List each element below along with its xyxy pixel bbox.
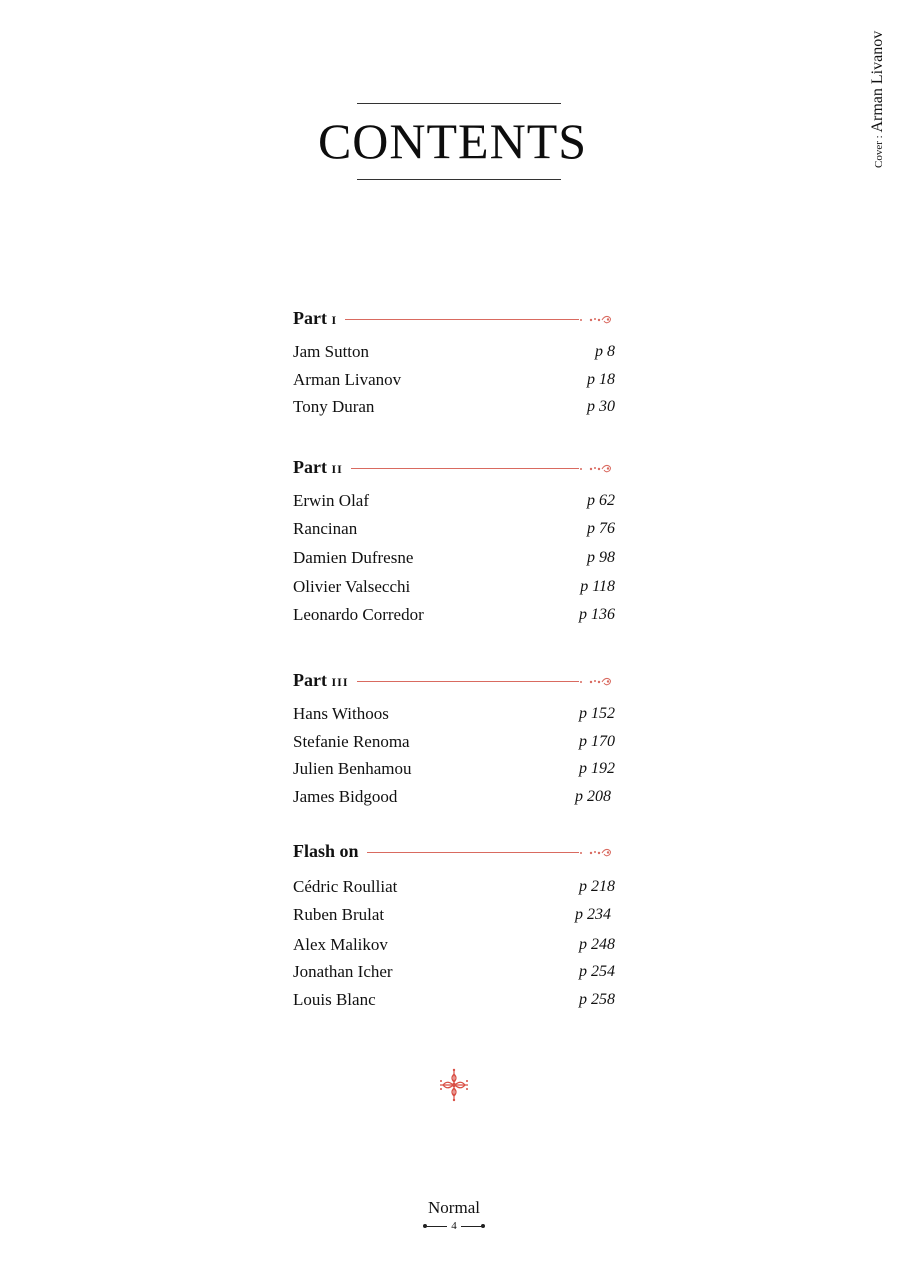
- entry-page: p 62: [587, 492, 615, 509]
- entry-name: Ruben Brulat: [293, 904, 385, 924]
- entry-name: Cédric Roulliat: [293, 877, 398, 896]
- entry-name: James Bidgood: [293, 786, 398, 806]
- toc-entry[interactable]: [293, 986, 615, 1014]
- entry-name: Alex Malikov: [293, 934, 388, 954]
- entry-page: p 192: [579, 760, 615, 777]
- section-title-numeral: i: [331, 308, 338, 328]
- toc-section-part-3: [293, 668, 615, 810]
- section-title: [293, 668, 357, 693]
- toc-entry[interactable]: [293, 901, 615, 931]
- section-title-word: Part: [293, 307, 327, 328]
- entry-page: p 254: [579, 963, 615, 980]
- entry-name: Julien Benhamou: [293, 759, 412, 778]
- entry-page: p 248: [579, 935, 615, 953]
- entry-list: [293, 873, 615, 1013]
- page-number-ornament: [404, 1219, 504, 1233]
- entry-page: p 8: [595, 343, 615, 360]
- toc-entry[interactable]: [293, 338, 615, 366]
- toc-section-part-2: [293, 455, 615, 628]
- ornamental-rule: [351, 460, 615, 474]
- toc-entry[interactable]: [293, 958, 615, 986]
- section-title-word: Part: [293, 456, 327, 477]
- entry-name: Louis Blanc: [293, 989, 376, 1009]
- toc-entry[interactable]: [293, 542, 615, 573]
- section-heading: [293, 839, 615, 863]
- section-title: [293, 839, 367, 863]
- entry-name: Jonathan Icher: [293, 962, 393, 981]
- magazine-name: Normal: [428, 1198, 480, 1217]
- entry-page: p 152: [579, 705, 615, 722]
- section-title-numeral: ii: [331, 457, 343, 477]
- entry-page: p 30: [587, 398, 615, 415]
- entry-page: p 218: [579, 878, 615, 895]
- entry-name: Rancinan: [293, 518, 358, 538]
- section-title-word: Flash on: [293, 841, 359, 861]
- toc-entry[interactable]: [293, 700, 615, 728]
- toc-entry[interactable]: [293, 601, 615, 629]
- entry-page: p 118: [580, 578, 615, 595]
- entry-name: Stefanie Renoma: [293, 731, 410, 751]
- entry-page: p 234: [575, 905, 611, 923]
- toc-entry[interactable]: [293, 573, 615, 601]
- toc-entry[interactable]: [293, 393, 615, 421]
- fleuron-icon: [437, 1068, 471, 1102]
- section-title: [293, 455, 351, 480]
- cover-credit: [868, 28, 894, 168]
- entry-page: p 208: [575, 787, 611, 805]
- toc-entry[interactable]: [293, 515, 615, 543]
- entry-name: Olivier Valsecchi: [293, 577, 411, 596]
- toc-entry[interactable]: [293, 931, 615, 959]
- page-number: 4: [451, 1220, 457, 1232]
- flourish-icon: [579, 845, 615, 859]
- section-heading: [293, 306, 615, 330]
- toc-entry[interactable]: [293, 873, 615, 901]
- flourish-icon: [579, 674, 615, 688]
- entry-page: p 170: [579, 732, 615, 750]
- title-rule-bottom: [357, 179, 561, 180]
- section-title: [293, 306, 345, 331]
- cover-credit-label: Cover :: [873, 132, 885, 168]
- toc-section-part-1: [293, 306, 615, 421]
- title-rule-top: [357, 103, 561, 104]
- entry-list: [293, 700, 615, 810]
- toc-entry[interactable]: [293, 728, 615, 756]
- section-title-numeral: iii: [331, 670, 349, 690]
- entry-name: Hans Withoos: [293, 704, 389, 723]
- toc-entry[interactable]: [293, 366, 615, 394]
- toc-entry[interactable]: [293, 755, 615, 783]
- entry-name: Damien Dufresne: [293, 548, 414, 567]
- entry-page: p 18: [587, 370, 615, 388]
- entry-name: Jam Sutton: [293, 342, 370, 361]
- entry-page: p 98: [587, 549, 615, 566]
- section-title-word: Part: [293, 669, 327, 690]
- toc-entry[interactable]: [293, 783, 615, 811]
- cover-credit-text: [868, 28, 889, 168]
- ornamental-rule: [357, 673, 616, 687]
- ornamental-rule: [367, 844, 615, 858]
- entry-page: p 136: [579, 605, 615, 623]
- entry-page: p 76: [587, 519, 615, 537]
- entry-page: p 258: [579, 990, 615, 1008]
- entry-name: Leonardo Corredor: [293, 604, 424, 624]
- flourish-icon: [579, 461, 615, 475]
- ornamental-rule: [345, 311, 615, 325]
- section-heading: [293, 455, 615, 479]
- page-title: CONTENTS: [317, 113, 588, 169]
- toc-section-flash-on: [293, 839, 615, 1013]
- entry-name: Tony Duran: [293, 397, 375, 416]
- entry-name: Arman Livanov: [293, 369, 402, 389]
- cover-credit-name: Arman Livanov: [869, 30, 886, 133]
- section-heading: [293, 668, 615, 692]
- flourish-icon: [579, 312, 615, 326]
- entry-name: Erwin Olaf: [293, 491, 370, 510]
- toc-entry[interactable]: [293, 487, 615, 515]
- page-footer: [404, 1198, 504, 1233]
- entry-list: [293, 487, 615, 628]
- entry-list: [293, 338, 615, 421]
